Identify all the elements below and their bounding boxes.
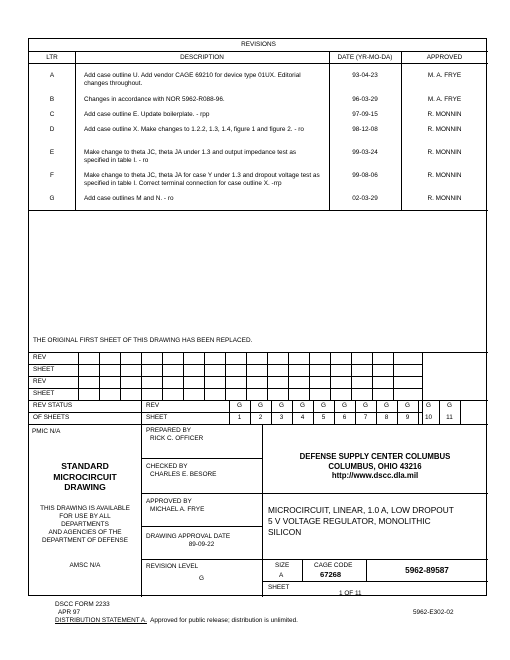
revision-approver: R. MONNIN — [427, 172, 462, 179]
revision-ltr: B — [49, 96, 55, 103]
revision-date: 97-09-15 — [352, 111, 378, 118]
grid-line — [141, 352, 142, 400]
sheet-number-cell: 3 — [279, 414, 284, 421]
sheet-number-cell: 11 — [446, 414, 453, 421]
agency-name: DEFENSE SUPPLY CENTER COLUMBUS — [299, 452, 451, 461]
size-value: A — [279, 572, 284, 579]
revision-ltr: A — [49, 72, 55, 79]
grid-line — [99, 352, 100, 400]
rev-status-cell: G — [258, 402, 263, 409]
grid-line — [267, 352, 268, 400]
revisions-title: REVISIONS — [241, 41, 276, 48]
rev-status-label: REV STATUS — [33, 402, 73, 409]
title-line: MICROCIRCUIT, LINEAR, 1.0 A, LOW DROPOUT — [268, 505, 454, 515]
note-line: DEPARTMENT OF DEFENSE — [42, 537, 128, 544]
revision-ltr: C — [49, 111, 55, 118]
divider — [141, 493, 262, 494]
revision-approver: M. A. FRYE — [427, 96, 462, 103]
rev-label: REV — [33, 354, 47, 361]
form-number: DSCC FORM 2233 — [55, 601, 110, 608]
of-sheets-label: OF SHEETS — [33, 414, 70, 421]
divider — [29, 424, 488, 425]
divider — [29, 210, 488, 211]
revision-ltr: F — [50, 172, 54, 179]
revision-date: 99-08-06 — [352, 172, 378, 179]
approval-date-label: DRAWING APPROVAL DATE — [146, 533, 231, 540]
sheet-number-cell: 5 — [321, 414, 326, 421]
revision-level: G — [199, 575, 204, 582]
sheet-number-cell: 2 — [258, 414, 263, 421]
approval-date: 89-09-22 — [188, 541, 215, 548]
revision-ltr: E — [49, 149, 55, 156]
description-header: DESCRIPTION — [180, 54, 224, 61]
rev-status-cell: G — [405, 402, 410, 409]
rev-status-cell: G — [342, 402, 347, 409]
drawing-frame — [28, 38, 487, 596]
divider — [262, 493, 488, 494]
revision-description: Add case outline E. Update boilerplate. - rpp — [84, 111, 210, 118]
note-line: FOR USE BY ALL — [59, 513, 111, 520]
grid-line — [246, 352, 247, 400]
standard-drawing-heading — [29, 461, 141, 493]
revision-date: 96-03-29 — [352, 96, 378, 103]
pmic: PMIC N/A — [32, 428, 61, 435]
divider — [262, 424, 263, 597]
checked-by-label: CHECKED BY — [146, 463, 188, 470]
grid-line — [330, 352, 331, 400]
divider — [141, 424, 142, 597]
revision-ltr: G — [49, 195, 55, 202]
revision-ltr: D — [49, 126, 55, 133]
divider — [78, 352, 79, 400]
grid-line — [351, 352, 352, 400]
rev-status-cell: G — [279, 402, 284, 409]
revision-approver: R. MONNIN — [427, 195, 462, 202]
title-line: SILICON — [268, 527, 302, 537]
revision-description: Add case outlines M and N. - ro — [84, 195, 174, 202]
divider — [141, 559, 488, 560]
sheet-label: SHEET — [146, 414, 168, 421]
grid-line — [309, 352, 310, 400]
cage-code-value: 67268 — [320, 570, 342, 579]
sheet-label: SHEET — [268, 584, 290, 591]
distribution-statement — [55, 617, 298, 625]
revision-description: Make change to theta JC, theta JA for case Y under 1.3 and dropout voltage test as specified in table I. Correct terminal connection for case outline X. -rrp — [84, 172, 320, 187]
agency-url: http://www.dscc.dla.mil — [331, 471, 419, 480]
revision-approver: R. MONNIN — [427, 111, 462, 118]
revision-date: 02-03-29 — [352, 195, 378, 202]
divider — [141, 458, 262, 459]
replaced-note: THE ORIGINAL FIRST SHEET OF THIS DRAWING HAS BEEN REPLACED. — [33, 337, 253, 344]
revision-approver: M. A. FRYE — [427, 72, 462, 79]
revision-description: Make change to theta JC, theta JA under 1.3 and output impedance test as specified in table I. - ro — [84, 149, 297, 164]
approved-header: APPROVED — [426, 54, 463, 61]
distribution-text: Approved for public release; distribution is unlimited. — [146, 617, 298, 624]
revision-description: Add case outline X. Make changes to 1.2.2, 1.3, 1.4, figure 1 and figure 2. - ro — [84, 126, 304, 133]
prepared-by-label: PREPARED BY — [146, 427, 191, 434]
rev-status-cell: G — [447, 402, 452, 409]
document-code: 5962-E302-02 — [413, 609, 454, 616]
prepared-by: RICK C. OFFICER — [150, 435, 204, 442]
divider — [29, 412, 422, 413]
note-line: DEPARTMENTS — [61, 521, 109, 528]
approved-by: MICHAEL A. FRYE — [150, 506, 205, 513]
grid-line — [204, 352, 205, 400]
rev-label: REV — [146, 402, 160, 409]
divider — [29, 400, 488, 401]
rev-status-cell: G — [363, 402, 368, 409]
sheet-number-cell: 1 — [237, 414, 242, 421]
approved-by-label: APPROVED BY — [146, 498, 192, 505]
grid-line — [393, 352, 394, 400]
rev-status-cell: G — [321, 402, 326, 409]
drawing-title — [268, 505, 454, 538]
grid-line — [183, 352, 184, 400]
title-line: 5 V VOLTAGE REGULATOR, MONOLITHIC — [268, 516, 431, 526]
revision-description: Changes in accordance with NOR 5962-R088-96. — [84, 96, 225, 103]
availability-note — [29, 505, 141, 545]
size-label: SIZE — [275, 562, 290, 569]
note-line: THIS DRAWING IS AVAILABLE — [40, 505, 130, 512]
divider — [29, 63, 488, 64]
divider — [75, 51, 76, 210]
agency-address: COLUMBUS, OHIO 43216 — [328, 461, 422, 471]
note-line: AND AGENCIES OF THE — [48, 529, 122, 536]
heading-line: STANDARD — [61, 461, 109, 471]
revision-date: 93-04-23 — [352, 72, 378, 79]
sheet-number-cell: 9 — [405, 414, 410, 421]
revision-approver: R. MONNIN — [427, 149, 462, 156]
rev-label: REV — [33, 378, 47, 385]
sheet-of: 1 OF 11 — [339, 590, 362, 597]
grid-line — [288, 352, 289, 400]
rev-status-cell: G — [384, 402, 389, 409]
ltr-header: LTR — [46, 54, 58, 61]
heading-line: DRAWING — [64, 482, 106, 492]
heading-line: MICROCIRCUIT — [53, 471, 117, 482]
form-date: APR 97 — [58, 609, 81, 616]
rev-status-cell: G — [300, 402, 305, 409]
rev-status-cell: G — [237, 402, 242, 409]
drawing-number: 5962-89587 — [405, 566, 449, 575]
divider — [29, 352, 488, 353]
date-header: DATE (YR-MO-DA) — [337, 54, 393, 61]
checked-by: CHARLES E. BESORE — [150, 471, 217, 478]
distribution-label: DISTRIBUTION STATEMENT A. — [55, 617, 147, 624]
sheet-number-cell: 8 — [384, 414, 389, 421]
sheet-number-cell: 4 — [300, 414, 305, 421]
revision-approver: R. MONNIN — [427, 126, 462, 133]
grid-line — [162, 352, 163, 400]
grid-line — [460, 400, 461, 424]
cage-code-label: CAGE CODE — [314, 562, 353, 569]
amsc: AMSC N/A — [69, 562, 101, 569]
sheet-number-cell: 10 — [424, 414, 433, 421]
rev-status-cell: G — [426, 402, 431, 409]
divider — [141, 400, 142, 424]
revision-level-label: REVISION LEVEL — [146, 563, 199, 570]
sheet-label: SHEET — [33, 366, 55, 373]
divider — [29, 51, 488, 52]
divider — [302, 559, 303, 581]
divider — [262, 581, 488, 582]
agency-block — [262, 452, 488, 481]
revision-date: 99-03-24 — [352, 149, 378, 156]
grid-line — [225, 352, 226, 400]
revision-date: 98-12-08 — [352, 126, 378, 133]
sheet-label: SHEET — [33, 390, 55, 397]
grid-line — [120, 352, 121, 400]
sheet-number-cell: 6 — [342, 414, 347, 421]
divider — [141, 526, 262, 527]
revision-description: Add case outline U. Add vendor CAGE 69210 for device type 01UX. Editorial changes throughout. — [84, 72, 301, 87]
sheet-number-cell: 7 — [363, 414, 368, 421]
grid-line — [372, 352, 373, 400]
